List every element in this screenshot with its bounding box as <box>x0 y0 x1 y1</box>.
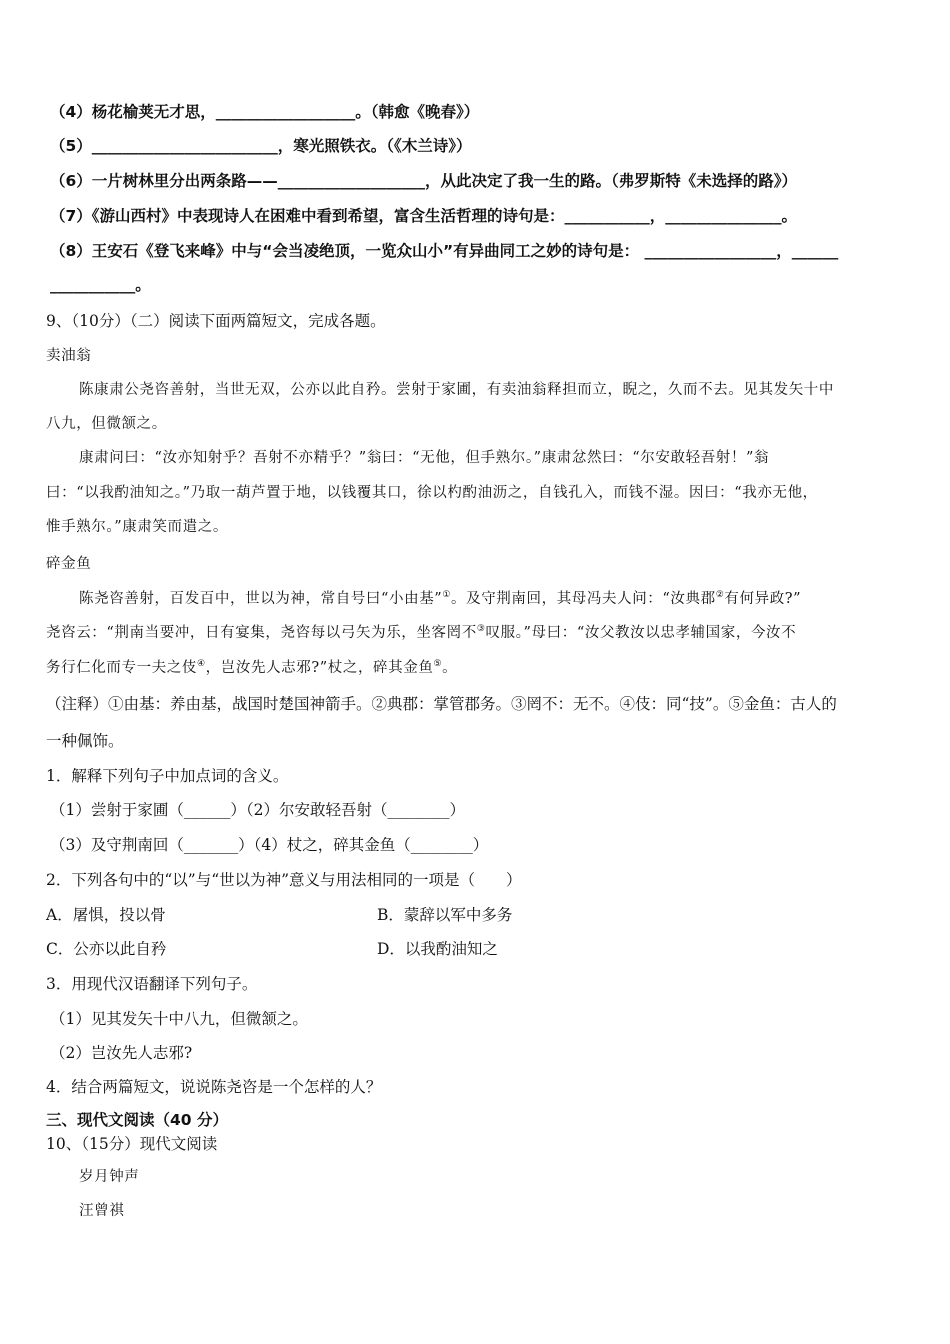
passage-1-line: 康肃问曰：“汝亦知射乎？吾射不亦精乎？”翁曰：“无他，但手熟尔。”康肃忿然曰：“尔安敢轻吾射！”翁 <box>79 450 770 466</box>
poetry-item-8: （8）王安石《登飞来峰》中与“会当凌绝顶，一览众山小”有异曲同工之妙的诗句是： _________________，______ <box>50 242 839 260</box>
sub-question-3-part-b: （2）岂汝先人志邪? <box>50 1044 193 1062</box>
passage-1-line: 惟手熟尔。”康肃笑而遣之。 <box>46 519 228 535</box>
passage-2-line: 务行仁化而专一夫之伎④，岂汝先人志邪?”杖之，碎其金鱼⑤。 <box>46 659 458 676</box>
option-d: D．以我酌油知之 <box>377 940 498 958</box>
notes-line: 一种佩饰。 <box>46 732 124 750</box>
passage-1-line: 曰：“以我酌油知之。”乃取一葫芦置于地，以钱覆其口，徐以杓酌油沥之，自钱孔入，而钱不湿。因曰：“我亦无他， <box>46 485 818 501</box>
poetry-item-5: （5）________________________，寒光照铁衣。（《木兰诗》） <box>50 137 472 155</box>
poetry-item-6: （6）一片树林里分出两条路——___________________，从此决定了我一生的路。（弗罗斯特《未选择的路》） <box>50 172 798 190</box>
sub-question-2: 2．下列各句中的“以”与“世以为神”意义与用法相同的一项是（ ） <box>46 871 522 889</box>
sub-question-1-part-b: （3）及守荆南回（_______）（4）杖之，碎其金鱼（________） <box>50 836 489 854</box>
section-3-heading: 三、现代文阅读（40 分） <box>46 1111 228 1129</box>
option-c: C．公亦以此自矜 <box>46 940 167 958</box>
option-a: A．屠惧，投以骨 <box>46 906 166 924</box>
passage-1-title: 卖油翁 <box>46 348 92 364</box>
notes-line: （注释）①由基：养由基，战国时楚国神箭手。②典郡：掌管郡务。③罔不：无不。④伎：同“技”。⑤金鱼：古人的 <box>46 695 837 713</box>
sub-question-3: 3．用现代汉语翻译下列句子。 <box>46 975 258 993</box>
sub-question-4: 4．结合两篇短文，说说陈尧咨是一个怎样的人？ <box>46 1078 382 1096</box>
article-author: 汪曾祺 <box>79 1203 125 1219</box>
passage-2-title: 碎金鱼 <box>46 556 92 572</box>
poetry-item-8-cont: ___________。 <box>50 276 151 294</box>
sub-question-1: 1．解释下列句子中加点词的含义。 <box>46 767 289 785</box>
passage-1-line: 陈康肃公尧咨善射，当世无双，公亦以此自矜。尝射于家圃，有卖油翁释担而立，睨之，久而不去。见其发矢十中 <box>79 382 834 398</box>
poetry-item-4: （4）杨花榆荚无才思，__________________。（韩愈《晚春》） <box>50 103 480 121</box>
article-title: 岁月钟声 <box>79 1169 140 1185</box>
poetry-item-7: （7）《游山西村》中表现诗人在困难中看到希望，富含生活哲理的诗句是：___________，_______________。 <box>50 207 798 225</box>
sub-question-3-part-a: （1）见其发矢十中八九，但微颔之。 <box>50 1010 308 1028</box>
passage-1-line: 八九，但微颔之。 <box>46 416 167 432</box>
sub-question-1-part-a: （1）尝射于家圃（______）（2）尔安敢轻吾射（________） <box>50 801 465 819</box>
option-b: B．蒙辞以军中多务 <box>377 906 513 924</box>
passage-2-line: 陈尧咨善射，百发百中，世以为神，常自号曰“小由基”①。及守荆南回，其母冯夫人问：“汝典郡②有何异政?” <box>79 590 802 607</box>
question-10-header: 10、（15分）现代文阅读 <box>46 1135 218 1153</box>
passage-2-line: 尧咨云：“荆南当要冲，日有宴集，尧咨每以弓矢为乐，坐客罔不③叹服。”母曰：“汝父教汝以忠孝辅国家，今汝不 <box>46 624 797 641</box>
question-9-header: 9、（10分）（二）阅读下面两篇短文，完成各题。 <box>46 312 386 330</box>
